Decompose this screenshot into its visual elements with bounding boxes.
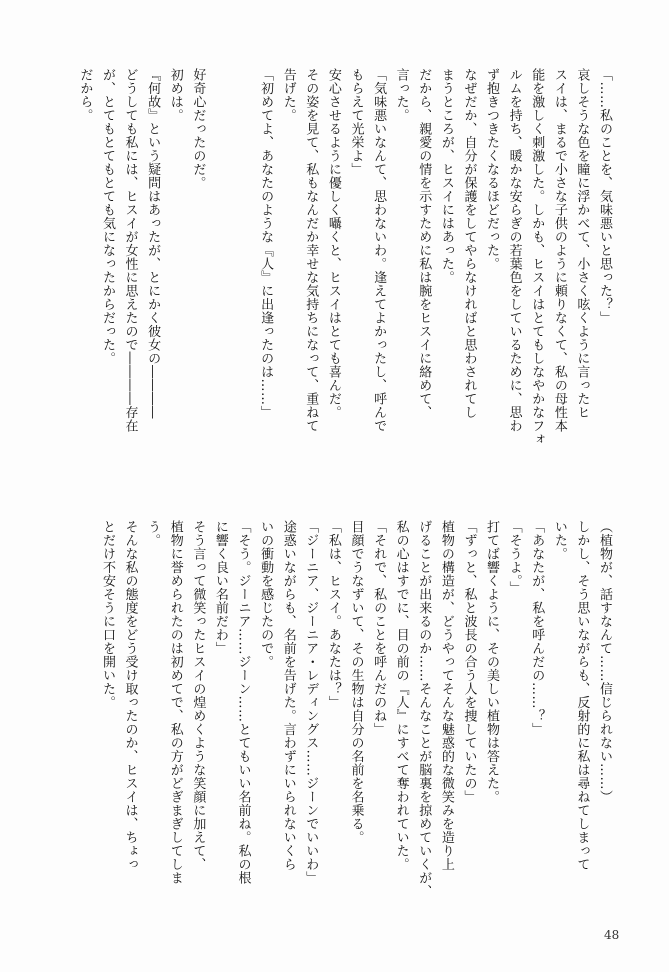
text-line [208, 68, 231, 498]
text-line: 「あなたが、私を呼んだの……？」 [529, 520, 545, 736]
text-line: スイは、まるで小さな子供のように頼りなくて、私の母性本 [551, 68, 567, 433]
upper-text-block [77, 68, 615, 498]
text-line: 「初めてよ、あなたのような『人』に出逢ったのは……」 [258, 68, 274, 419]
text-line: に響く良い名前だわ」 [212, 520, 228, 655]
text-line [231, 68, 254, 498]
text-line: 植物に誉められたのは初めてで、私の方がどぎまぎしてしま [167, 520, 183, 885]
text-line: 途惑いながらも、名前を告げた。言わずにいられないくら [280, 520, 296, 871]
text-line: いた。 [551, 520, 567, 561]
text-line: 言った。 [393, 68, 409, 122]
text-line: 好奇心だったのだ。 [190, 68, 206, 190]
text-line: 告げた。 [280, 68, 296, 122]
text-line: 初めは。 [167, 68, 183, 122]
text-line: だから、親愛の情を示すために私は腕をヒスイに絡めて、 [416, 68, 432, 419]
text-line: もらえて光栄よ」 [348, 68, 364, 176]
text-line: 「ジーニア、ジーニア・レディングス……ジーンでいいわ」 [303, 520, 319, 885]
text-line: 『何故』という疑問はあったが、とにかく彼女の―――― [145, 68, 161, 419]
text-line: 打てば響くように、その美しい植物は答えた。 [484, 520, 500, 804]
text-line: 「それで、私のことを呼んだのね」 [371, 520, 387, 736]
text-line: まうところが、ヒスイにはあった。 [438, 68, 454, 284]
text-line: とだけ不安そうに口を開いた。 [99, 520, 115, 709]
text-line: どうしても私には、ヒスイが女性に思えたので――――存在 [122, 68, 138, 433]
text-line: 哀しそうな色を瞳に浮かべて、小さく呟くように言ったヒ [574, 68, 590, 419]
text-line: その姿を見て、私もなんだか幸せな気持ちになって、重ねて [303, 68, 319, 433]
text-line: そう言って微笑ったヒスイの煌めくような笑顔に加えて、 [190, 520, 206, 871]
text-line: 植物の構造が、どうやってそんな魅惑的な微笑みを造り上 [438, 520, 454, 871]
text-line: げることが出来るのか……そんなことが脳裏を掠めていくが、 [416, 520, 432, 898]
text-line: ルムを持ち、暖かな安らぎの若葉色をしているために、思わ [506, 68, 522, 433]
text-line: が、とてもとてもとても気になったからだった。 [99, 68, 115, 365]
text-line: 「ずっと、私と波長の合う人を捜していたの」 [461, 520, 477, 804]
text-line: そんな私の態度をどう受け取ったのか、ヒスイは、ちょっ [122, 520, 138, 871]
text-line: いの衝動を感じたので。 [258, 520, 274, 669]
text-line: 「気味悪いなんて、思わないわ。逢えてよかったし、呼んで [371, 68, 387, 433]
text-line: だから。 [77, 68, 93, 122]
text-line: 能を激しく刺激した。しかも、ヒスイはとてもしなやかなフォ [529, 68, 545, 446]
page-number: 48 [604, 928, 620, 942]
text-line: なぜだか、自分が保護をしてやらなければと思わされてし [461, 68, 477, 419]
text-line: （植物が、話すなんて……信じられない……） [597, 520, 612, 804]
text-line: 「そう。ジーニア……ジーン……とてもいい名前ね。私の根 [235, 520, 251, 885]
lower-text-block [95, 520, 615, 900]
text-line: 目顔でうなずいて、その生物は自分の名前を名乗る。 [348, 520, 364, 844]
text-line: 「そうよ。」 [506, 520, 522, 595]
text-line: 「……私のことを、気味悪いと思った？」 [597, 68, 612, 325]
text-line: 私の心はすでに、目の前の『人』にすべて奪われていた。 [393, 520, 409, 871]
text-line: 「私は、ヒスイ。あなたは？」 [325, 520, 341, 709]
text-line: う。 [145, 520, 161, 547]
text-line: ず抱きつきたくなるほどだった。 [484, 68, 500, 271]
text-line: しかし、そう思いながらも、反射的に私は尋ねてしまって [574, 520, 590, 871]
text-line: 安心させるように優しく囁くと、ヒスイはとても喜んだ。 [325, 68, 341, 419]
